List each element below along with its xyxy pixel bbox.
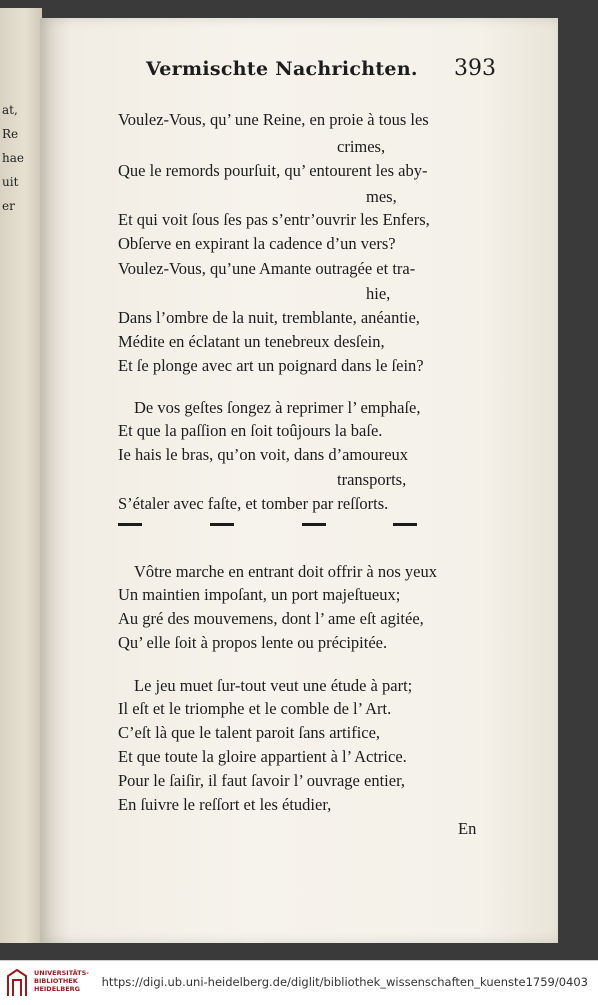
- running-head: Vermischte Nachrichten.: [146, 58, 418, 80]
- text-line: crimes,: [337, 137, 386, 156]
- text-line: Vôtre marche en entrant doit offrir à nos yeux: [134, 562, 438, 581]
- text-line: Un maintien impoſant, un port majeſtueux;: [118, 585, 401, 604]
- library-name-line: HEIDELBERG: [34, 985, 81, 993]
- left-page-fragment: at,: [2, 103, 18, 117]
- left-page-edge: [0, 8, 42, 943]
- text-line: Pour le ſaiſir, il faut ſavoir l’ ouvrage entier,: [118, 771, 406, 790]
- text-line: Et qui voit ſous ſes pas s’entr’ouvrir les Enfers,: [118, 210, 430, 229]
- text-line: Qu’ elle ſoit à propos lente ou précipitée.: [118, 633, 388, 652]
- text-line: Ie hais le bras, qu’on voit, dans d’amoureux: [118, 445, 409, 464]
- separator-dash: [210, 523, 234, 526]
- text-line: Il eſt et le triomphe et le comble de l’ Art.: [118, 699, 392, 718]
- separator-dash: [118, 523, 142, 526]
- text-line: Médite en éclatant un tenebreux desſein,: [118, 332, 385, 351]
- text-line: Que le remords pourſuit, qu’ entourent les aby-: [118, 161, 428, 180]
- text-line: Et que toute la gloire appartient à l’ Actrice.: [118, 747, 407, 766]
- university-library-logo-icon: [6, 968, 28, 998]
- text-line: mes,: [366, 187, 397, 206]
- text-line: Le jeu muet ſur-tout veut une étude à part;: [134, 676, 413, 695]
- library-name: [34, 969, 89, 993]
- text-line: hie,: [366, 284, 391, 303]
- text-line: Voulez-Vous, qu’une Amante outragée et tra-: [118, 259, 416, 278]
- permalink-url[interactable]: https://digi.ub.uni-heidelberg.de/diglit/bibliothek_wissenschaften_kuenste1759/0403: [101, 975, 588, 989]
- page-number: 393: [454, 56, 496, 81]
- text-line: En ſuivre le reſſort et les étudier,: [118, 795, 332, 814]
- text-line: C’eſt là que le talent paroit ſans artifice,: [118, 723, 381, 742]
- text-line: transports,: [337, 470, 407, 489]
- separator-dash: [393, 523, 417, 526]
- left-page-fragment: Re: [2, 127, 19, 141]
- text-line: Voulez-Vous, qu’ une Reine, en proie à tous les: [118, 110, 429, 129]
- library-name-line: BIBLIOTHEK: [34, 977, 78, 985]
- catchword: En: [458, 819, 477, 838]
- viewer-footer: [0, 960, 598, 1005]
- text-line: Au gré des mouvemens, dont l’ ame eſt agitée,: [118, 609, 424, 628]
- text-line: S’étaler avec faſte, et tomber par reſſorts.: [118, 494, 389, 513]
- left-page-fragment: er: [2, 199, 15, 213]
- left-page-fragment: hae: [2, 151, 24, 165]
- text-line: De vos geſtes ſongez à reprimer l’ emphaſe,: [134, 398, 421, 417]
- library-name-line: UNIVERSITÄTS-: [34, 969, 89, 977]
- left-page-fragment: uit: [2, 175, 19, 189]
- text-line: Et ſe plonge avec art un poignard dans le ſein?: [118, 356, 424, 375]
- text-line: Et que la paſſion en ſoit toûjours la baſe.: [118, 421, 383, 440]
- separator-dash: [302, 523, 326, 526]
- text-line: Dans l’ombre de la nuit, tremblante, anéantie,: [118, 308, 420, 327]
- text-line: Obſerve en expirant la cadence d’un vers?: [118, 234, 396, 253]
- page-header: [146, 58, 496, 98]
